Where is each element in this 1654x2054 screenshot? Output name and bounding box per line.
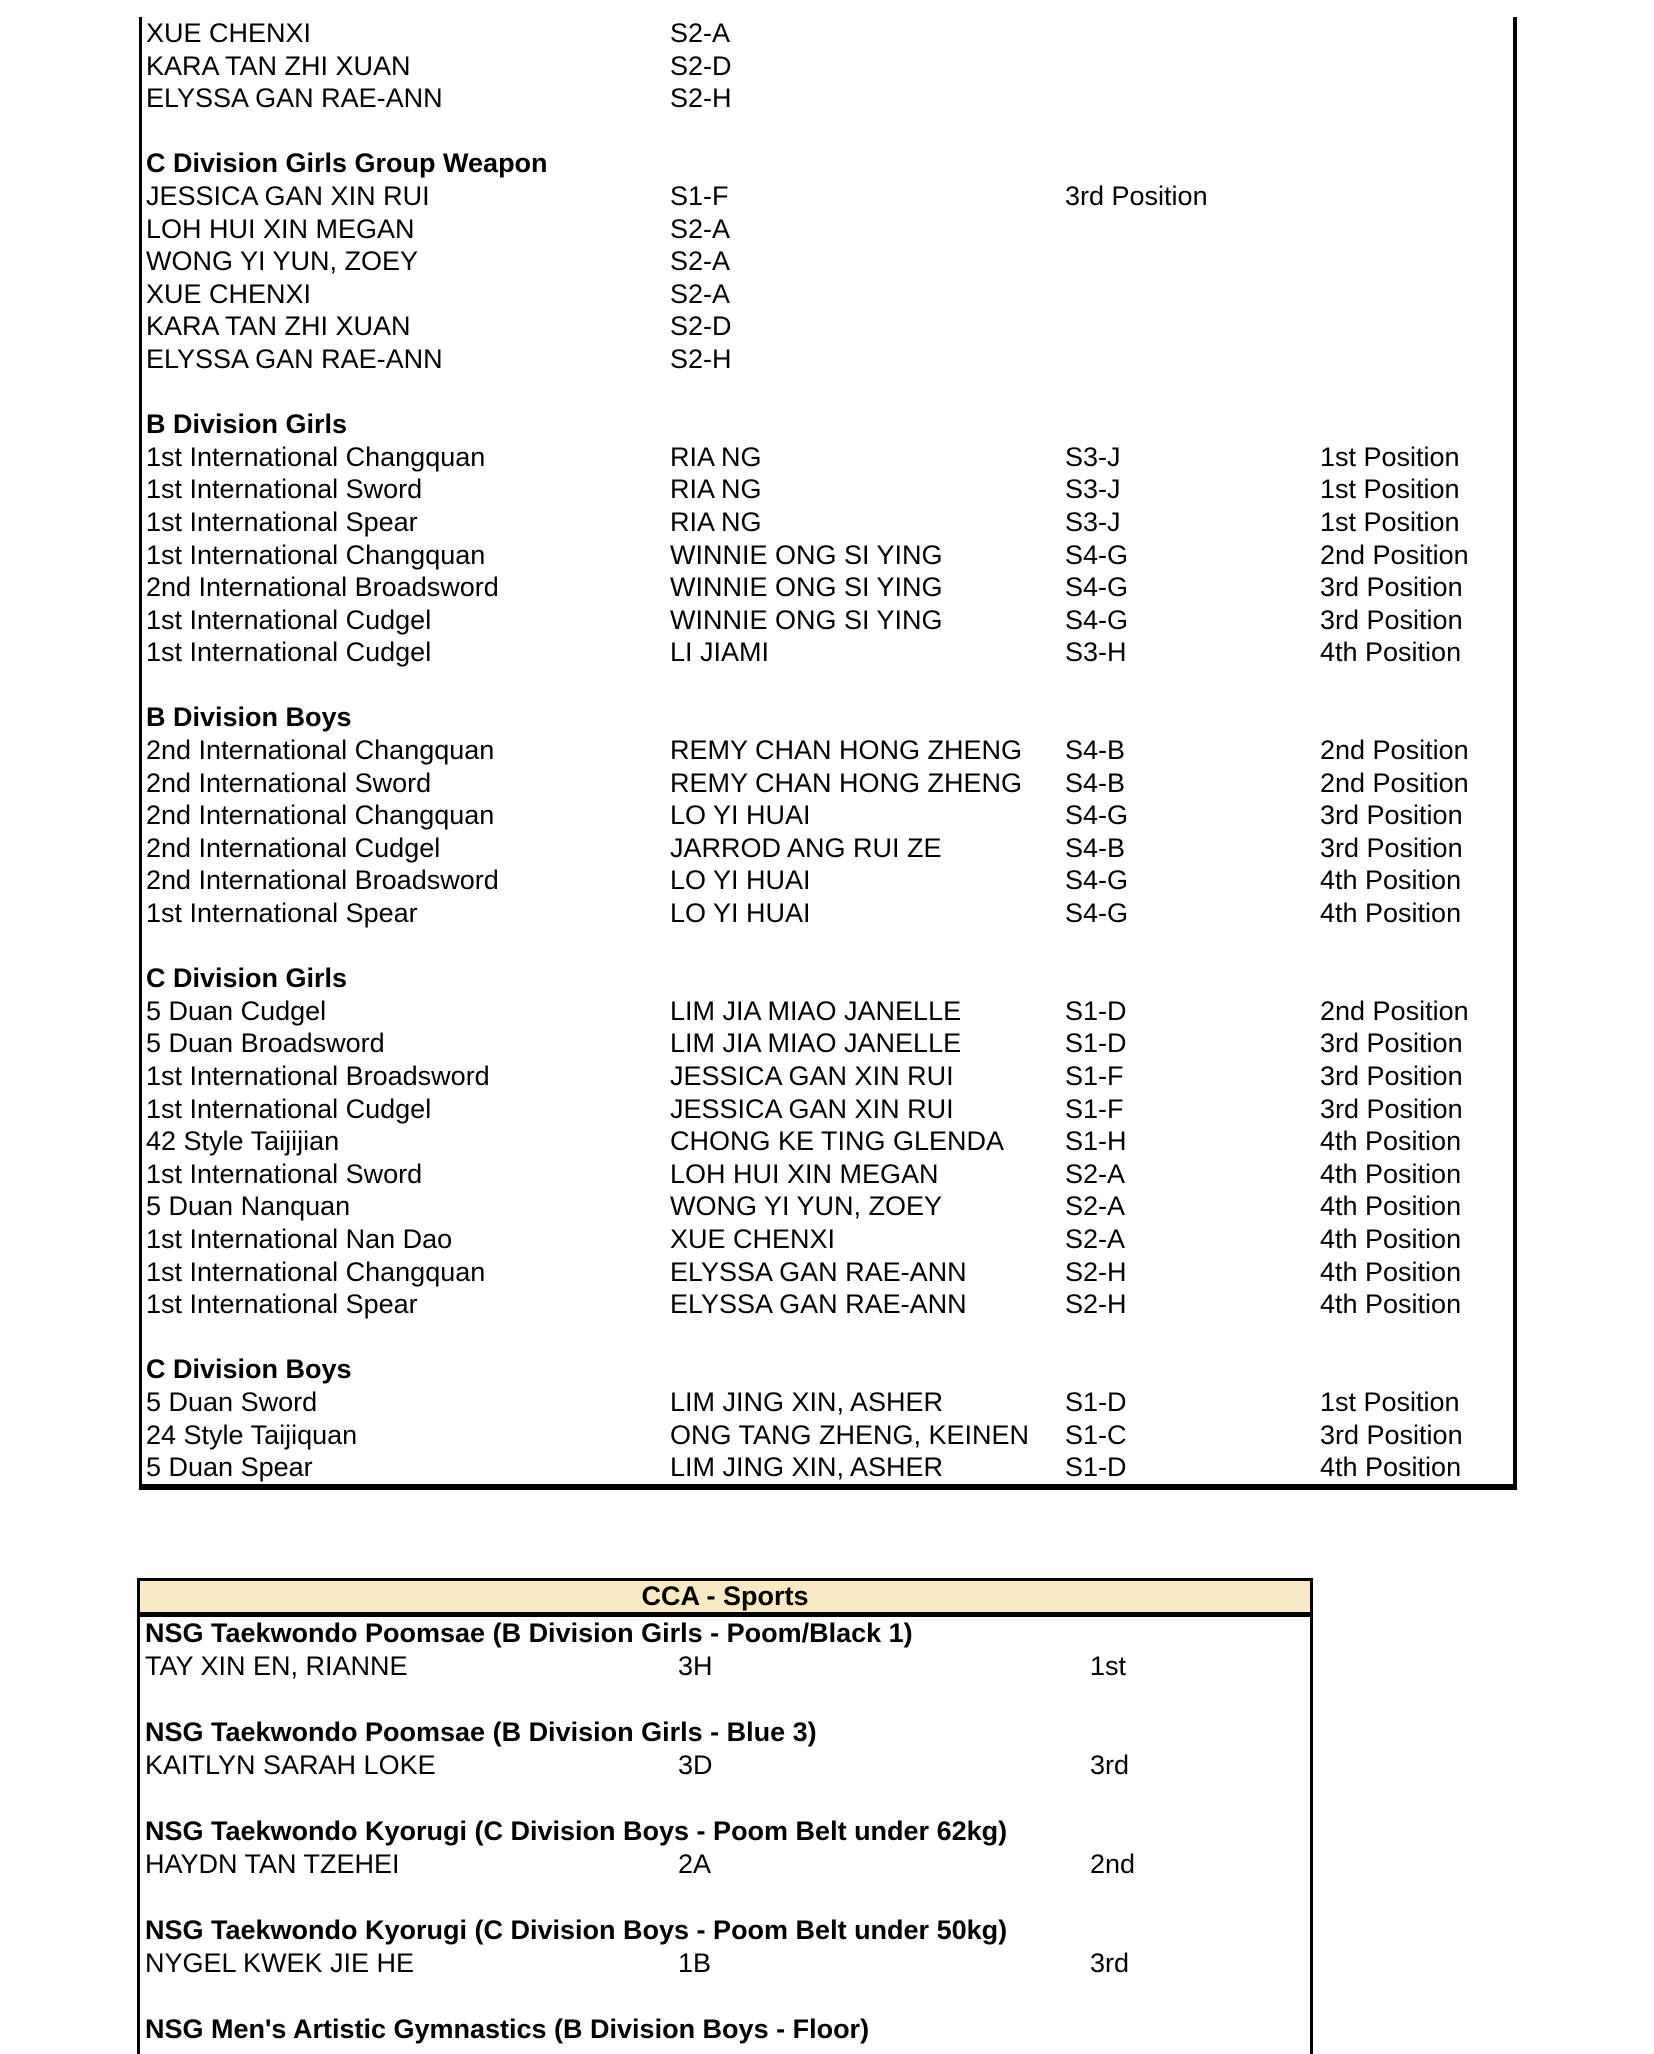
- cell-c4: 4th Position: [1320, 865, 1462, 896]
- table-row: [140, 1683, 1310, 1716]
- cell-c1: TAY XIN EN, RIANNE: [145, 1651, 408, 1681]
- section-header-row: [140, 1617, 1310, 1650]
- cell-c4: 3rd Position: [1320, 1028, 1463, 1059]
- table-row: [142, 734, 1513, 767]
- table-row: [142, 995, 1513, 1028]
- cell-c3: S3-J: [1065, 441, 1121, 472]
- table-row: [142, 799, 1513, 832]
- cell-c2: ELYSSA GAN RAE-ANN: [670, 1289, 967, 1320]
- cell-c2: S2-H: [670, 83, 732, 114]
- cell-c4: 4th Position: [1320, 1289, 1462, 1320]
- table-row: [142, 213, 1513, 246]
- cell-c2: S2-A: [670, 278, 731, 309]
- cell-c2: S1-F: [670, 180, 729, 211]
- cell-c1: 5 Duan Sword: [146, 1386, 318, 1417]
- cell-c3: 3rd: [1090, 1750, 1130, 1780]
- cell-c4: 2nd Position: [1320, 735, 1469, 766]
- cell-c2: 3D: [678, 1750, 713, 1780]
- cell-c2: S2-A: [670, 246, 731, 277]
- table-row: [142, 441, 1513, 474]
- cell-c1: HAYDN TAN TZEHEI: [145, 1849, 400, 1879]
- table-row: [142, 864, 1513, 897]
- cell-c4: 4th Position: [1320, 1256, 1462, 1287]
- cell-c2: REMY CHAN HONG ZHENG: [670, 767, 1023, 798]
- cell-c3: S1-D: [1065, 1386, 1127, 1417]
- cell-c1: 2nd International Changquan: [146, 735, 495, 766]
- cell-c2: S2-D: [670, 50, 732, 81]
- cell-c1: 1st International Sword: [146, 474, 423, 505]
- table-row: [140, 1650, 1310, 1683]
- table-row: [142, 897, 1513, 930]
- table-row: [140, 1947, 1310, 1980]
- cell-c2: JARROD ANG RUI ZE: [670, 832, 942, 863]
- cell-c1: B Division Girls: [146, 409, 348, 440]
- cell-c1: KAITLYN SARAH LOKE: [145, 1750, 436, 1780]
- cell-c2: WINNIE ONG SI YING: [670, 604, 943, 635]
- table-row: [142, 115, 1513, 148]
- cell-c1: 5 Duan Cudgel: [146, 995, 327, 1026]
- table-row: [142, 767, 1513, 800]
- table-row: [142, 571, 1513, 604]
- cell-c1: NSG Taekwondo Poomsae (B Division Girls - Poom/Black 1): [145, 1618, 913, 1648]
- table-row: [142, 82, 1513, 115]
- cell-c3: S4-G: [1065, 604, 1129, 635]
- cell-c1: NSG Men's Artistic Gymnastics (B Division Boys - Floor): [145, 2014, 870, 2044]
- cell-c3: 1st: [1090, 1651, 1127, 1681]
- table-row: [142, 1386, 1513, 1419]
- cell-c4: 3rd Position: [1320, 1093, 1463, 1124]
- cell-c2: LOH HUI XIN MEGAN: [670, 1158, 939, 1189]
- cell-c4: 3rd Position: [1320, 604, 1463, 635]
- table-row: [140, 1881, 1310, 1914]
- section-header-row: [142, 962, 1513, 995]
- table-row: [142, 1158, 1513, 1191]
- table-row: [142, 1060, 1513, 1093]
- cell-c2: REMY CHAN HONG ZHENG: [670, 735, 1023, 766]
- cell-c2: WINNIE ONG SI YING: [670, 572, 943, 603]
- section-header-row: [142, 701, 1513, 734]
- cell-c1: B Division Boys: [146, 702, 352, 733]
- cell-c3: S4-G: [1065, 898, 1129, 929]
- table-row: [142, 636, 1513, 669]
- section-header-row: [140, 1914, 1310, 1947]
- cell-c4: 1st Position: [1320, 506, 1460, 537]
- cell-c1: 5 Duan Nanquan: [146, 1191, 351, 1222]
- cell-c1: KARA TAN ZHI XUAN: [146, 311, 411, 342]
- cell-c1: 1st International Broadsword: [146, 1061, 490, 1091]
- cell-c3: 3rd Position: [1065, 180, 1208, 211]
- section-header-row: [142, 408, 1513, 441]
- cell-c1: NSG Taekwondo Kyorugi (C Division Boys - Poom Belt under 50kg): [145, 1915, 1008, 1945]
- cell-c4: 1st Position: [1320, 441, 1460, 472]
- cell-c1: C Division Boys: [146, 1354, 352, 1385]
- cell-c3: S4-B: [1065, 832, 1126, 863]
- cell-c3: S3-J: [1065, 506, 1121, 537]
- cell-c4: 4th Position: [1320, 1191, 1462, 1222]
- cell-c2: LO YI HUAI: [670, 800, 811, 831]
- cell-c2: LIM JIA MIAO JANELLE: [670, 1028, 962, 1059]
- table-row: [140, 1782, 1310, 1815]
- cell-c2: JESSICA GAN XIN RUI: [670, 1061, 954, 1091]
- cell-c1: 1st International Sword: [146, 1158, 423, 1189]
- table-row: [142, 180, 1513, 213]
- cell-c2: RIA NG: [670, 441, 762, 472]
- cell-c4: 3rd Position: [1320, 572, 1463, 603]
- cell-c2: S2-A: [670, 213, 731, 244]
- cell-c2: S2-D: [670, 311, 732, 342]
- cell-c2: WONG YI YUN, ZOEY: [670, 1191, 943, 1222]
- cell-c4: 3rd Position: [1320, 1061, 1463, 1091]
- cell-c4: 4th Position: [1320, 1452, 1462, 1483]
- cell-c1: NSG Taekwondo Poomsae (B Division Girls - Blue 3): [145, 1717, 817, 1747]
- cell-c3: S2-A: [1065, 1191, 1126, 1222]
- table-row: [142, 50, 1513, 83]
- cell-c3: S2-H: [1065, 1289, 1127, 1320]
- cell-c3: 3rd: [1090, 1948, 1130, 1978]
- cca-rows-container: [140, 1617, 1310, 2046]
- table-row: [142, 17, 1513, 50]
- cell-c1: WONG YI YUN, ZOEY: [146, 246, 419, 277]
- table-row: [142, 1093, 1513, 1126]
- cell-c1: 42 Style Taijijian: [146, 1126, 340, 1157]
- wushu-results-table: [139, 17, 1517, 1490]
- table-row: [142, 1451, 1513, 1484]
- cell-c3: S1-F: [1065, 1093, 1124, 1124]
- cell-c2: ONG TANG ZHENG, KEINEN: [670, 1419, 1030, 1450]
- cell-c1: 2nd International Changquan: [146, 800, 495, 831]
- cell-c3: S4-G: [1065, 572, 1129, 603]
- table-row: [142, 473, 1513, 506]
- cell-c4: 1st Position: [1320, 474, 1460, 505]
- cell-c2: RIA NG: [670, 474, 762, 505]
- table-row: [142, 245, 1513, 278]
- cell-c1: LOH HUI XIN MEGAN: [146, 213, 415, 244]
- table-row: [142, 832, 1513, 865]
- cell-c2: XUE CHENXI: [670, 1223, 836, 1254]
- cell-c3: S4-B: [1065, 767, 1126, 798]
- table-row: [142, 310, 1513, 343]
- cell-c1: 2nd International Cudgel: [146, 832, 441, 863]
- cell-c2: WINNIE ONG SI YING: [670, 539, 943, 570]
- cell-c1: 5 Duan Spear: [146, 1452, 313, 1483]
- cell-c3: S4-G: [1065, 539, 1129, 570]
- cell-c4: 4th Position: [1320, 637, 1462, 668]
- table-row: [140, 1749, 1310, 1782]
- table-row: [142, 278, 1513, 311]
- cell-c4: 4th Position: [1320, 1158, 1462, 1189]
- cell-c3: S2-A: [1065, 1223, 1126, 1254]
- cca-sports-table-header: CCA - Sports: [140, 1581, 1310, 1617]
- section-header-row: [142, 147, 1513, 180]
- table-row: [142, 604, 1513, 637]
- cell-c2: ELYSSA GAN RAE-ANN: [670, 1256, 967, 1287]
- cell-c1: 5 Duan Broadsword: [146, 1028, 385, 1059]
- table-row: [142, 506, 1513, 539]
- cell-c3: S4-G: [1065, 800, 1129, 831]
- table-row: [142, 1125, 1513, 1158]
- cell-c1: KARA TAN ZHI XUAN: [146, 50, 411, 81]
- table-row: [140, 1980, 1310, 2013]
- table-row: [142, 669, 1513, 702]
- section-header-row: [140, 2013, 1310, 2046]
- cell-c2: CHONG KE TING GLENDA: [670, 1126, 1005, 1157]
- cell-c2: JESSICA GAN XIN RUI: [670, 1093, 954, 1124]
- cell-c2: LIM JING XIN, ASHER: [670, 1386, 944, 1417]
- cell-c4: 4th Position: [1320, 1223, 1462, 1254]
- table-row: [142, 930, 1513, 963]
- cell-c2: 3H: [678, 1651, 713, 1681]
- cell-c2: 1B: [678, 1948, 712, 1978]
- cell-c1: ELYSSA GAN RAE-ANN: [146, 343, 443, 374]
- section-header-row: [140, 1815, 1310, 1848]
- cell-c3: S3-H: [1065, 637, 1127, 668]
- cell-c1: 2nd International Broadsword: [146, 572, 499, 603]
- table-row: [142, 376, 1513, 409]
- cell-c3: S1-D: [1065, 1452, 1127, 1483]
- table-row: [142, 1027, 1513, 1060]
- cell-c1: C Division Girls Group Weapon: [146, 148, 548, 179]
- table-row: [142, 1190, 1513, 1223]
- cell-c3: S1-D: [1065, 995, 1127, 1026]
- cell-c1: NSG Taekwondo Kyorugi (C Division Boys - Poom Belt under 62kg): [145, 1816, 1008, 1846]
- cell-c1: 1st International Nan Dao: [146, 1223, 453, 1254]
- cell-c3: S3-J: [1065, 474, 1121, 505]
- cell-c2: LO YI HUAI: [670, 865, 811, 896]
- cca-sports-table: [137, 1578, 1313, 2054]
- cell-c1: 2nd International Broadsword: [146, 865, 499, 896]
- cell-c3: S1-H: [1065, 1126, 1127, 1157]
- cell-c4: 1st Position: [1320, 1386, 1460, 1417]
- cell-c2: RIA NG: [670, 506, 762, 537]
- table-row: [142, 1256, 1513, 1289]
- cell-c1: JESSICA GAN XIN RUI: [146, 180, 430, 211]
- cell-c3: S4-B: [1065, 735, 1126, 766]
- table-row: [142, 539, 1513, 572]
- cell-c2: S2-A: [670, 18, 731, 48]
- section-header-row: [140, 1716, 1310, 1749]
- cell-c1: 1st International Changquan: [146, 1256, 486, 1287]
- cell-c4: 4th Position: [1320, 1126, 1462, 1157]
- cell-c1: ELYSSA GAN RAE-ANN: [146, 83, 443, 114]
- cell-c4: 3rd Position: [1320, 832, 1463, 863]
- cell-c2: S2-H: [670, 343, 732, 374]
- cell-c3: S1-D: [1065, 1028, 1127, 1059]
- cell-c1: 1st International Spear: [146, 506, 418, 537]
- cell-c4: 4th Position: [1320, 898, 1462, 929]
- cell-c1: C Division Girls: [146, 963, 348, 994]
- table-row: [140, 1848, 1310, 1881]
- cell-c2: LIM JIA MIAO JANELLE: [670, 995, 962, 1026]
- cell-c1: 1st International Cudgel: [146, 604, 432, 635]
- cell-c4: 2nd Position: [1320, 767, 1469, 798]
- table-row: [142, 1288, 1513, 1321]
- cell-c2: 2A: [678, 1849, 712, 1879]
- cell-c1: XUE CHENXI: [146, 18, 312, 48]
- cell-c1: 1st International Cudgel: [146, 1093, 432, 1124]
- cell-c3: S2-H: [1065, 1256, 1127, 1287]
- cell-c1: 1st International Changquan: [146, 441, 486, 472]
- cell-c1: XUE CHENXI: [146, 278, 312, 309]
- table-row: [142, 343, 1513, 376]
- cell-c1: 2nd International Sword: [146, 767, 432, 798]
- wushu-rows-container: [142, 17, 1513, 1484]
- cell-c3: S1-F: [1065, 1061, 1124, 1091]
- cell-c1: 24 Style Taijiquan: [146, 1419, 358, 1450]
- cell-c1: 1st International Spear: [146, 1289, 418, 1320]
- cell-c1: 1st International Cudgel: [146, 637, 432, 668]
- cell-c4: 2nd Position: [1320, 539, 1469, 570]
- cell-c1: 1st International Changquan: [146, 539, 486, 570]
- cell-c3: 2nd: [1090, 1849, 1136, 1879]
- cell-c3: S1-C: [1065, 1419, 1127, 1450]
- cell-c4: 3rd Position: [1320, 1419, 1463, 1450]
- table-row: [142, 1223, 1513, 1256]
- cell-c2: LI JIAMI: [670, 637, 770, 668]
- cell-c1: 1st International Spear: [146, 898, 418, 929]
- cell-c4: 3rd Position: [1320, 800, 1463, 831]
- section-header-row: [142, 1353, 1513, 1386]
- cell-c2: LIM JING XIN, ASHER: [670, 1452, 944, 1483]
- table-row: [142, 1321, 1513, 1354]
- cell-c1: NYGEL KWEK JIE HE: [145, 1948, 415, 1978]
- cell-c2: LO YI HUAI: [670, 898, 811, 929]
- cell-c3: S2-A: [1065, 1158, 1126, 1189]
- cell-c3: S4-G: [1065, 865, 1129, 896]
- table-row: [142, 1419, 1513, 1452]
- cell-c4: 2nd Position: [1320, 995, 1469, 1026]
